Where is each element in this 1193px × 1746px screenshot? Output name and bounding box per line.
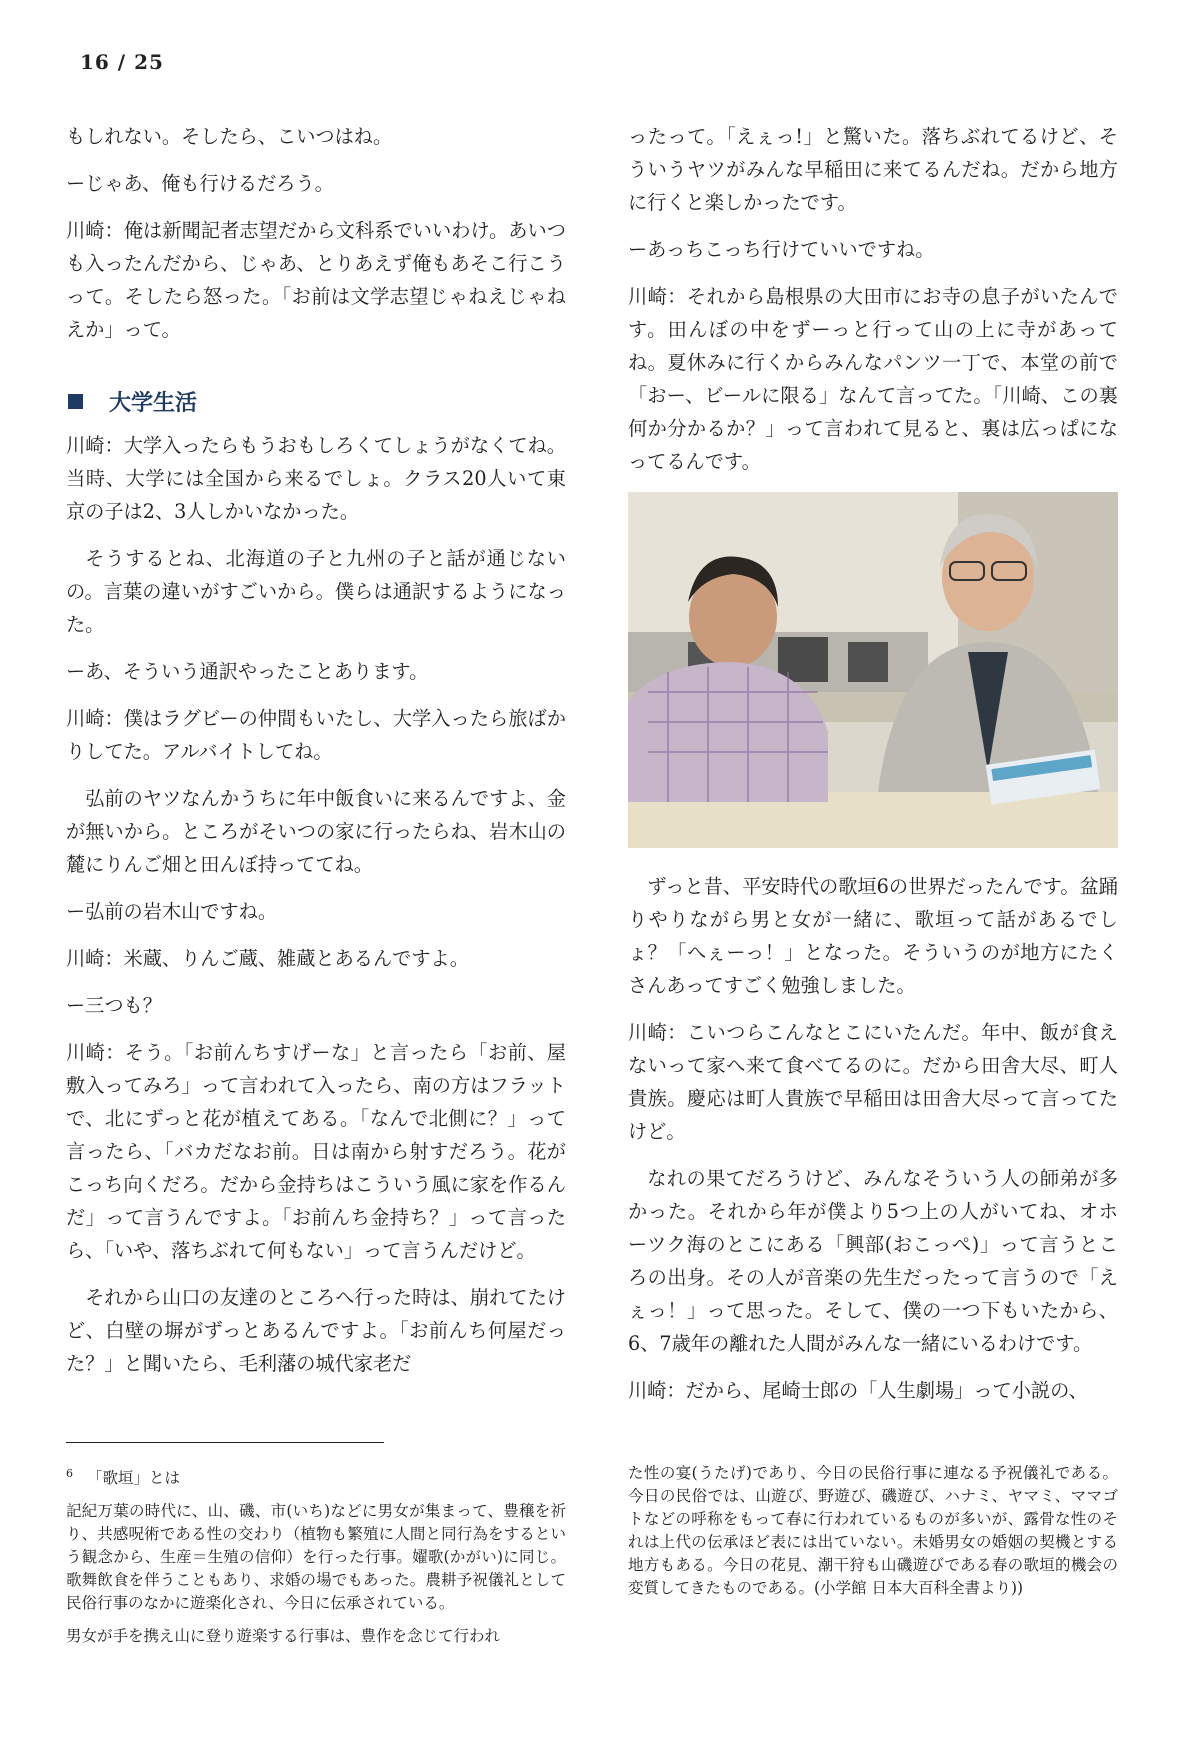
interview-photo: [628, 492, 1118, 848]
paragraph: ーあ、そういう通訳やったことあります。: [66, 660, 429, 683]
section-heading-text: 大学生活: [109, 391, 198, 416]
left-column: [66, 120, 566, 1394]
footnote-right-paragraphs: [628, 1462, 1118, 1600]
left-paragraphs-top: [66, 120, 566, 346]
paragraph: それから山口の友達のところへ行った時は、崩れてたけど、白壁の塀がずっとあるんですよ。「お前んち何屋だった？」と聞いたら、毛利藩の城代家老だ: [66, 1286, 566, 1375]
right-paragraphs-bottom: [628, 870, 1118, 1407]
page-number: 16 / 25: [80, 50, 164, 74]
interview-photo-icon: [628, 492, 1118, 848]
paragraph: 川崎：米蔵、りんご蔵、雑蔵とあるんですよ。: [66, 947, 469, 970]
footnote-heading: [66, 1462, 566, 1490]
paragraph: ー弘前の岩木山ですね。: [66, 900, 278, 923]
footnote-marker: 6: [66, 1467, 73, 1480]
paragraph: ー三つも？: [66, 994, 162, 1017]
paragraph: そうするとね、北海道の子と九州の子と話が通じないの。言葉の違いがすごいから。僕らは通訳するようになった。: [66, 547, 566, 636]
footnote-rule: [66, 1442, 384, 1443]
right-column: [628, 120, 1118, 1421]
paragraph: ったって。「えぇっ!」と驚いた。落ちぶれてるけど、そういうヤツがみんな早稲田に来てるんだね。だから地方に行くと楽しかったです。: [628, 125, 1118, 214]
heading-square-icon: [68, 394, 83, 409]
paragraph: もしれない。そしたら、こいつはね。: [66, 125, 393, 148]
left-paragraphs-bottom: [66, 429, 566, 1380]
paragraph: 川崎：だから、尾崎士郎の「人生劇場」って小説の、: [628, 1379, 1088, 1402]
right-paragraphs-top: [628, 120, 1118, 478]
paragraph: 川崎：そう。「お前んちすげーな」と言ったら「お前、屋敷入ってみろ」って言われて入ったら、南の方はフラットで、北にずっと花が植えてある。「なんで北側に？」って言ったら、「バカだなお前。日は南から射すだろう。花がこっち向くだろ。だから金持ちはこういう風に家を作るんだ」って言うんですよ。「お前んち金持ち？」って言ったら、「いや、落ちぶれて何もない」って言うんだけど。: [66, 1041, 566, 1262]
paragraph: ずっと昔、平安時代の歌垣6の世界だったんです。盆踊りやりながら男と女が一緒に、歌垣って話があるでしょ？「へぇーっ！」となった。そういうのが地方にたくさんあってすごく勉強しました。: [628, 875, 1118, 997]
footnote-left: [66, 1462, 566, 1658]
footnote-right: [628, 1462, 1118, 1610]
footnote-title: 「歌垣」とは: [87, 1469, 181, 1488]
paragraph: 男女が手を携え山に登り遊楽する行事は、豊作を念じて行われ: [66, 1627, 501, 1646]
paragraph: た性の宴(うたげ)であり、今日の民俗行事に連なる予祝儀礼である。今日の民俗では、山遊び、野遊び、磯遊び、ハナミ、ヤマミ、ママゴトなどの呼称をもって春に行われているものが多いが、露骨な性のそれは上代の伝承ほど表には出ていない。未婚男女の婚姻の契機とする地方もある。今日の花見、潮干狩も山磯遊びである春の歌垣的機会の変質してきたものである。(小学館 日本大百科全書より)): [628, 1464, 1118, 1597]
paragraph: 川崎：大学入ったらもうおもしろくてしょうがなくてね。当時、大学には全国から来るでしょ。クラス20人いて東京の子は2、3人しかいなかった。: [66, 434, 566, 523]
paragraph: 川崎：それから島根県の大田市にお寺の息子がいたんです。田んぼの中をずーっと行って山の上に寺があってね。夏休みに行くからみんなパンツ一丁で、本堂の前で「おー、ビールに限る」なんて言ってた。「川崎、この裏何か分かるか？」って言われて見ると、裏は広っぱになってるんです。: [628, 285, 1118, 473]
paragraph: 川崎：僕はラグビーの仲間もいたし、大学入ったら旅ばかりしてた。アルバイトしてね。: [66, 707, 566, 763]
paragraph: なれの果てだろうけど、みんなそういう人の師弟が多かった。それから年が僕より5つ上の人がいてね、オホーツク海のとこにある「興部(おこっぺ)」って言うところの出身。その人が音楽の先生だったって言うので「えぇっ！」って思った。そして、僕の一つ下もいたから、6、7歳年の離れた人間がみんな一緒にいるわけです。: [628, 1167, 1118, 1355]
footnote-left-paragraphs: [66, 1500, 566, 1648]
paragraph: 川崎：こいつらこんなとこにいたんだ。年中、飯が食えないって家へ来て食べてるのに。だから田舎大尽、町人貴族。慶応は町人貴族で早稲田は田舎大尽って言ってたけど。: [628, 1021, 1118, 1143]
paragraph: ーじゃあ、俺も行けるだろう。: [66, 172, 334, 195]
paragraph: 川崎：俺は新聞記者志望だから文科系でいいわけ。あいつも入ったんだから、じゃあ、とりあえず俺もあそこ行こうって。そしたら怒った。「お前は文学志望じゃねえじゃねえか」って。: [66, 219, 566, 341]
paragraph: 記紀万葉の時代に、山、磯、市(いち)などに男女が集まって、豊穣を祈り、共感呪術である性の交わり（植物も繁殖に人間と同行為をするという観念から、生産＝生殖の信仰）を行った行事。嬥歌(かがい)に同じ。歌舞飲食を伴うこともあり、求婚の場でもあった。農耕予祝儀礼として民俗行事のなかに遊楽化され、今日に伝承されている。: [66, 1502, 566, 1613]
paragraph: ーあっちこっち行けていいですね。: [628, 238, 935, 261]
section-heading: [68, 386, 566, 417]
paragraph: 弘前のヤツなんかうちに年中飯食いに来るんですよ、金が無いから。ところがそいつの家に行ったらね、岩木山の麓にりんご畑と田んぼ持っててね。: [66, 787, 566, 876]
